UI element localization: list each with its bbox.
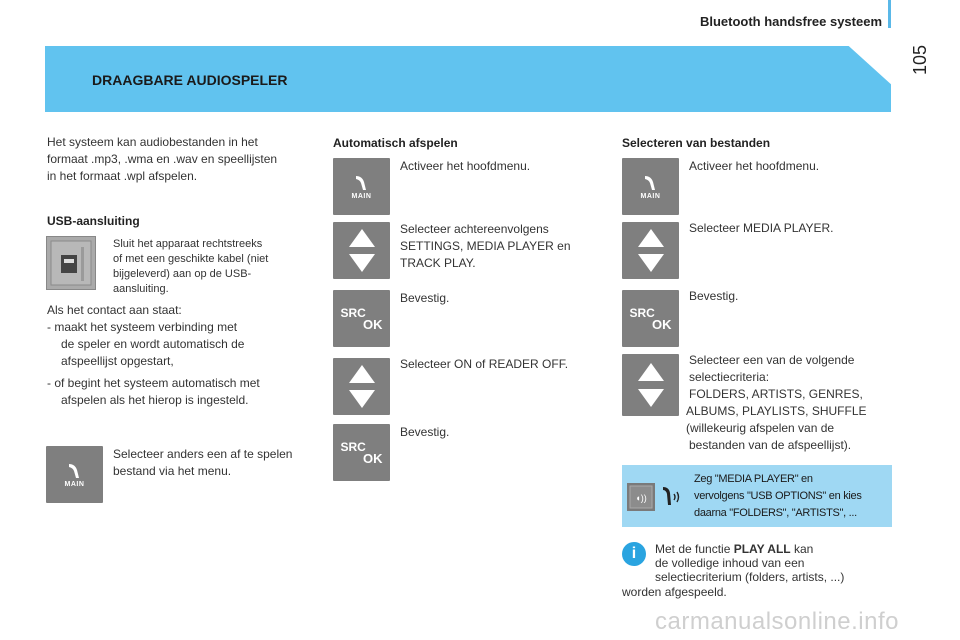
select-step-line: Activeer het hoofdmenu. — [689, 159, 820, 173]
arrow-up-icon — [638, 363, 664, 381]
info-text-last: worden afgespeeld. — [622, 585, 727, 599]
main-button-image — [46, 446, 103, 503]
arrow-up-icon — [349, 229, 375, 247]
main-button-image — [622, 158, 679, 215]
usb-instruction-line: aansluiting. — [113, 283, 169, 295]
section-title: DRAAGBARE AUDIOSPELER — [92, 72, 288, 88]
ok-label: OK — [363, 450, 383, 466]
src-ok-button-image — [333, 424, 390, 481]
voice-command-icon — [627, 483, 655, 511]
arrow-down-icon — [638, 254, 664, 272]
auto-step-line: SETTINGS, MEDIA PLAYER en — [400, 239, 571, 253]
intro-line: in het formaat .wpl afspelen. — [47, 169, 198, 183]
select-step-line: ALBUMS, PLAYLISTS, SHUFFLE — [686, 404, 867, 418]
select-step-2 — [689, 220, 889, 237]
phone-handset-icon — [352, 174, 372, 192]
usb-heading: USB-aansluiting — [47, 214, 140, 228]
intro-text — [47, 134, 317, 185]
page-header-title: Bluetooth handsfree systeem — [699, 14, 882, 29]
arrow-buttons-image — [333, 358, 390, 415]
arrow-up-icon — [638, 229, 664, 247]
info-line: de volledige inhoud van een — [655, 556, 805, 570]
play-all-term: PLAY ALL — [733, 542, 791, 556]
select-step-4 — [686, 352, 889, 454]
auto-step-line: Bevestig. — [400, 425, 450, 439]
auto-step-line: Selecteer achtereenvolgens — [400, 222, 549, 236]
src-ok-label — [340, 439, 383, 466]
select-step-3 — [689, 288, 889, 305]
auto-play-heading: Automatisch afspelen — [333, 136, 458, 150]
select-step-line: Bevestig. — [689, 289, 739, 303]
main-label: MAIN — [351, 192, 372, 200]
voice-note-line: daarna "FOLDERS", "ARTISTS", ... — [694, 507, 857, 519]
auto-step-1 — [400, 158, 600, 175]
usb-instruction-line: Sluit het apparaat rechtstreeks — [113, 238, 263, 250]
main-label: MAIN — [64, 480, 85, 488]
arrow-buttons-image — [622, 222, 679, 279]
src-ok-button-image — [333, 290, 390, 347]
page-number: 105 — [910, 44, 930, 76]
phone-handset-icon — [641, 174, 661, 192]
auto-step-line: TRACK PLAY. — [400, 256, 476, 270]
bullet-line: afspeellijst opgestart, — [61, 354, 174, 368]
arrow-buttons-image — [622, 354, 679, 416]
select-step-1 — [689, 158, 889, 175]
bullet-line: afspelen als het hierop is ingesteld. — [61, 393, 249, 407]
select-step-line: selectiecriteria: — [689, 370, 770, 384]
voice-note-line: vervolgens "USB OPTIONS" en kies — [694, 490, 862, 502]
usb-instruction-line: bijgeleverd) aan op de USB- — [113, 268, 252, 280]
voice-command-text — [694, 471, 892, 522]
bullet-line: - of begint het systeem automatisch met — [47, 376, 260, 390]
arrow-down-icon — [349, 254, 375, 272]
bullet-line: - maakt het systeem verbinding met — [47, 320, 238, 334]
header-rule — [888, 0, 891, 28]
select-step-line: FOLDERS, ARTISTS, GENRES, — [689, 387, 863, 401]
select-step-line: Selecteer een van de volgende — [689, 353, 855, 367]
arrow-buttons-image — [333, 222, 390, 279]
main-label: MAIN — [640, 192, 661, 200]
usb-instruction — [113, 237, 313, 297]
menu-select-line: bestand via het menu. — [113, 464, 232, 478]
auto-step-5 — [400, 424, 600, 441]
info-text — [655, 556, 895, 584]
src-label: SRC — [629, 305, 655, 320]
src-label: SRC — [340, 439, 366, 454]
ok-label: OK — [652, 316, 672, 332]
auto-step-line: Bevestig. — [400, 291, 450, 305]
svg-text:◖)): ◖)) — [635, 493, 647, 503]
info-suffix: kan — [790, 542, 814, 556]
arrow-down-icon — [349, 390, 375, 408]
usb-port-image — [46, 236, 96, 290]
arrow-down-icon — [638, 389, 664, 407]
voice-note-line: Zeg "MEDIA PLAYER" en — [694, 473, 813, 485]
src-ok-label — [340, 305, 383, 332]
bullet-autoplay — [47, 375, 317, 409]
usb-instruction-line: of met een geschikte kabel (niet — [113, 253, 269, 265]
src-ok-label — [629, 305, 672, 332]
usb-port-icon — [47, 237, 95, 289]
bullet-connect — [47, 319, 317, 370]
main-button-image — [333, 158, 390, 215]
intro-line: formaat .mp3, .wma en .wav en speellijsten — [47, 152, 278, 166]
intro-line: Het systeem kan audiobestanden in het — [47, 135, 258, 149]
speaking-head-icon — [660, 484, 682, 510]
auto-step-line: Activeer het hoofdmenu. — [400, 159, 531, 173]
phone-handset-icon — [65, 462, 85, 480]
select-step-line: Selecteer MEDIA PLAYER. — [689, 221, 834, 235]
info-prefix: Met de functie — [655, 542, 734, 556]
bullet-line: de speler en wordt automatisch de — [61, 337, 245, 351]
auto-step-line: Selecteer ON of READER OFF. — [400, 357, 569, 371]
auto-step-2 — [400, 221, 600, 272]
src-label: SRC — [340, 305, 366, 320]
file-select-heading: Selecteren van bestanden — [622, 136, 771, 150]
auto-step-3 — [400, 290, 600, 307]
ok-label: OK — [363, 316, 383, 332]
menu-select-text — [113, 446, 323, 480]
watermark-text: carmanualsonline.info — [655, 608, 899, 635]
info-line: selectiecriterium (folders, artists, ...) — [655, 570, 845, 584]
menu-select-line: Selecteer anders een af te spelen — [113, 447, 293, 461]
src-ok-button-image — [622, 290, 679, 347]
voice-button-image — [627, 483, 655, 511]
info-icon: i — [622, 542, 646, 566]
auto-step-4 — [400, 356, 610, 373]
contact-intro: Als het contact aan staat: — [47, 303, 182, 317]
select-step-line: (willekeurig afspelen van de — [686, 421, 835, 435]
arrow-up-icon — [349, 365, 375, 383]
select-step-line: bestanden van de afspeellijst). — [689, 438, 852, 452]
